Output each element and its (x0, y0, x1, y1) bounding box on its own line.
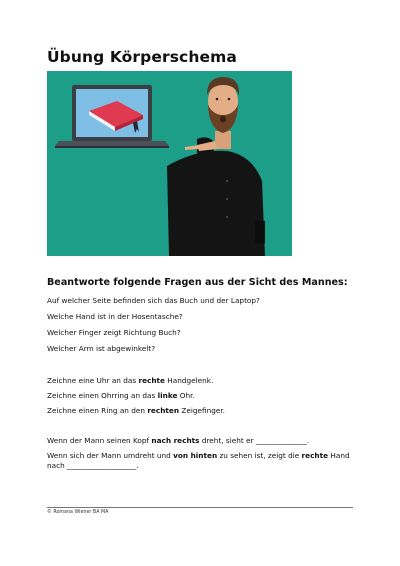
question-1: Auf welcher Seite befinden sich das Buch und der Laptop? (47, 296, 260, 305)
question-4: Welcher Arm ist abgewinkelt? (47, 344, 156, 353)
question-2: Welche Hand ist in der Hosentasche? (47, 312, 183, 321)
sentence-head-turn: Wenn der Mann seinen Kopf nach rechts dreht, sieht er ______________. (47, 436, 310, 445)
task-earring: Zeichne einen Ohrring an das linke Ohr. (47, 391, 195, 400)
page-title: Übung Körperschema (47, 48, 237, 66)
footer-copyright: © Romana Wiener BA MA (47, 510, 109, 515)
task-watch: Zeichne eine Uhr an das rechte Handgelenk. (47, 376, 214, 385)
task-ring: Zeichne einen Ring an den rechten Zeigefinger. (47, 406, 225, 415)
footer-divider (47, 507, 353, 508)
question-3: Welcher Finger zeigt Richtung Buch? (47, 328, 181, 337)
illustration (47, 71, 292, 256)
sentence-turn-around: Wenn sich der Mann umdreht und von hinten zu sehen ist, zeigt die rechte Hand nach ___________________. (47, 451, 350, 470)
section-heading: Beantworte folgende Fragen aus der Sicht des Mannes: (47, 277, 348, 288)
man-figure (167, 77, 265, 256)
